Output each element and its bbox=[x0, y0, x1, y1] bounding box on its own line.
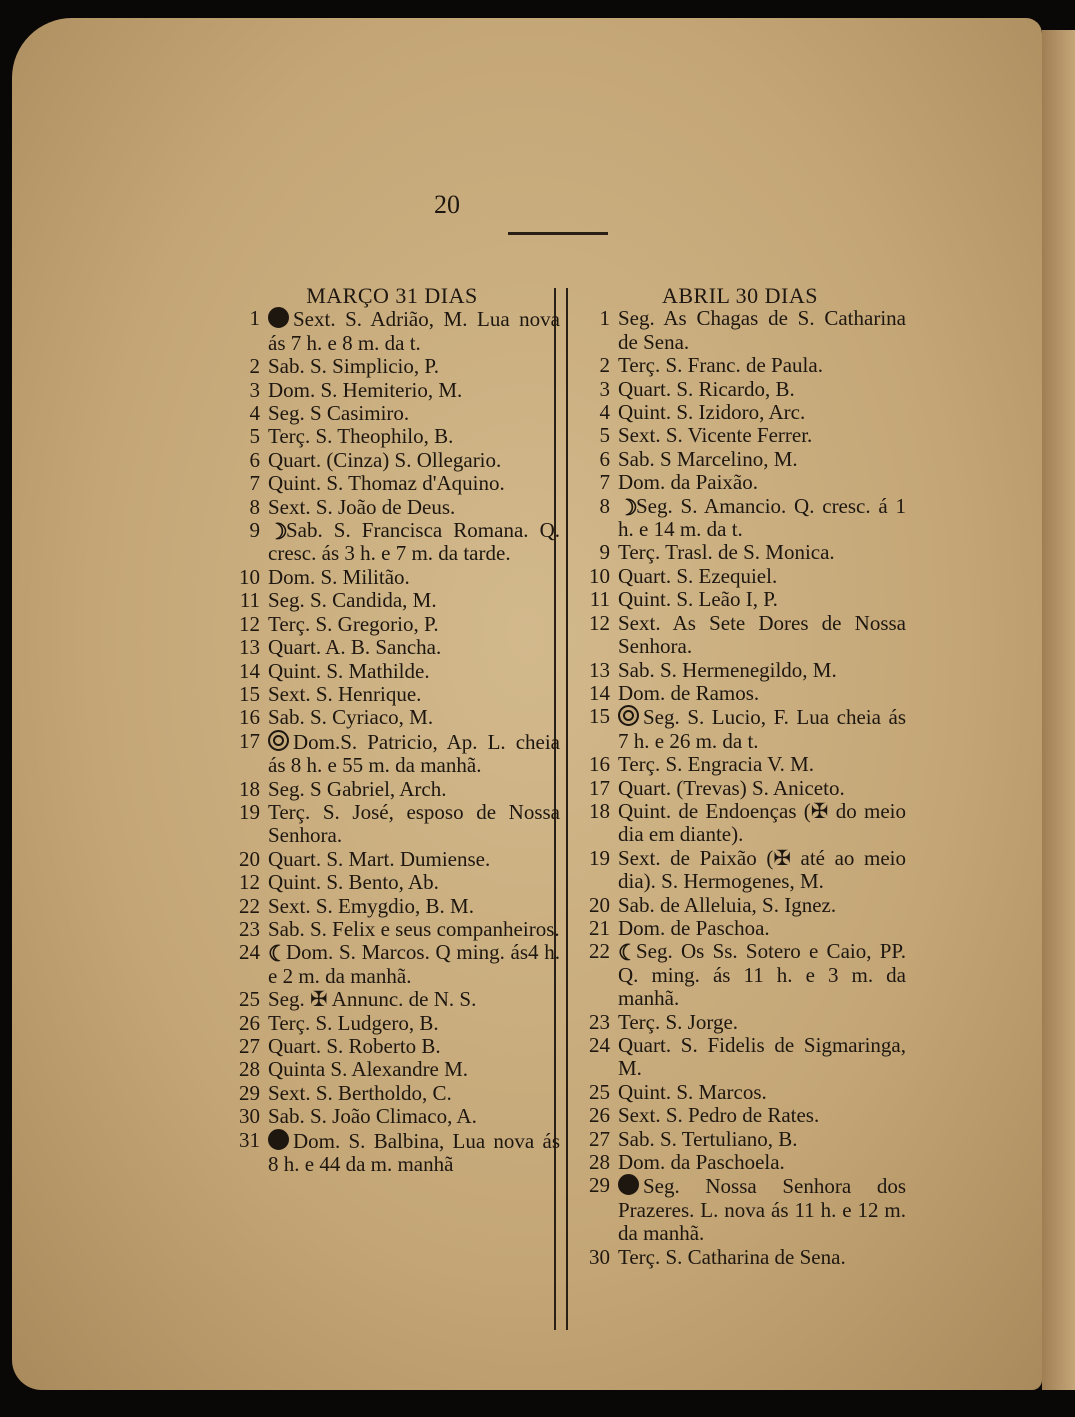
day-number: 15 bbox=[589, 704, 610, 729]
april-entry bbox=[574, 1246, 906, 1269]
april-column bbox=[574, 284, 906, 1269]
day-number: 25 bbox=[239, 987, 260, 1012]
day-number: 9 bbox=[249, 518, 260, 543]
april-entry bbox=[574, 495, 906, 542]
day-number: 11 bbox=[239, 588, 260, 613]
march-entry bbox=[224, 496, 560, 519]
day-number: 23 bbox=[239, 916, 260, 941]
entry-text: Sab. S. Francisca Romana. Q. cresc. ás 3 h. e 7 m. da tarde. bbox=[268, 518, 560, 566]
entry-text: Seg. ✠ Annunc. de N. S. bbox=[268, 987, 477, 1012]
entry-text: Dom. de Ramos. bbox=[618, 680, 760, 705]
march-entry bbox=[224, 871, 560, 894]
april-entry bbox=[574, 800, 906, 847]
day-number: 30 bbox=[589, 1244, 610, 1269]
april-entry bbox=[574, 1081, 906, 1104]
entry-text: Terç. S. Jorge. bbox=[618, 1009, 739, 1034]
moon-new-icon bbox=[268, 307, 289, 328]
day-number: 20 bbox=[589, 892, 610, 917]
march-entry bbox=[224, 730, 560, 778]
day-number: 12 bbox=[239, 870, 260, 895]
march-list bbox=[224, 307, 560, 1176]
april-entry bbox=[574, 1034, 906, 1081]
march-entry bbox=[224, 1105, 560, 1128]
day-number: 24 bbox=[239, 940, 260, 965]
march-entry bbox=[224, 566, 560, 589]
april-entry bbox=[574, 705, 906, 753]
april-entry bbox=[574, 588, 906, 611]
march-entry bbox=[224, 918, 560, 941]
entry-text: Seg. S. Amancio. Q. cresc. á 1 h. e 14 m. da t. bbox=[618, 493, 906, 542]
april-entry bbox=[574, 1011, 906, 1034]
entry-text: Sext. S. Pedro de Rates. bbox=[618, 1103, 820, 1128]
april-entry bbox=[574, 354, 906, 377]
march-entry bbox=[224, 402, 560, 425]
march-entry bbox=[224, 519, 560, 566]
entry-text: Sab. S. Tertuliano, B. bbox=[618, 1126, 798, 1151]
april-entry bbox=[574, 1151, 906, 1174]
day-number: 7 bbox=[599, 470, 610, 495]
day-number: 2 bbox=[249, 354, 260, 379]
april-entry bbox=[574, 894, 906, 917]
april-entry bbox=[574, 777, 906, 800]
day-number: 17 bbox=[239, 728, 260, 753]
entry-text: Sext. S. Emygdio, B. M. bbox=[268, 893, 474, 918]
entry-text: Dom. da Paixão. bbox=[618, 470, 758, 495]
march-entry bbox=[224, 848, 560, 871]
april-entry bbox=[574, 1174, 906, 1245]
day-number: 15 bbox=[239, 681, 260, 706]
entry-text: Dom. S. Militão. bbox=[268, 564, 410, 589]
entry-text: Quint. S. Thomaz d'Aquino. bbox=[268, 471, 505, 496]
entry-text: Sab. S. Cyriaco, M. bbox=[268, 705, 434, 730]
day-number: 7 bbox=[249, 471, 260, 496]
day-number: 6 bbox=[599, 446, 610, 471]
entry-text: Dom. S. Marcos. Q ming. ás4 h. e 2 m. da manhã. bbox=[268, 940, 560, 988]
entry-text: Seg. S Gabriel, Arch. bbox=[268, 776, 447, 801]
day-number: 8 bbox=[249, 494, 260, 519]
april-entry bbox=[574, 424, 906, 447]
entry-text: Quart. S. Roberto B. bbox=[268, 1034, 441, 1058]
day-number: 4 bbox=[249, 401, 260, 426]
day-number: 30 bbox=[239, 1104, 260, 1129]
entry-text: Quart. S. Ezequiel. bbox=[618, 563, 778, 588]
march-entry bbox=[224, 1035, 560, 1058]
day-number: 26 bbox=[589, 1103, 610, 1128]
march-entry bbox=[224, 355, 560, 378]
march-entry bbox=[224, 472, 560, 495]
entry-text: Quart. S. Ricardo, B. bbox=[618, 376, 795, 401]
day-number: 27 bbox=[239, 1034, 260, 1058]
march-entry bbox=[224, 613, 560, 636]
entry-text: Dom.S. Patricio, Ap. L. cheia ás 8 h. e 55 m. da manhã. bbox=[268, 729, 560, 778]
moon-crescent-icon bbox=[618, 496, 632, 513]
day-number: 31 bbox=[239, 1127, 260, 1152]
march-entry bbox=[224, 589, 560, 612]
day-number: 2 bbox=[599, 353, 610, 378]
march-entry bbox=[224, 425, 560, 448]
entry-text: Quint. S. Leão I, P. bbox=[618, 587, 778, 612]
entry-text: Quinta S. Alexandre M. bbox=[268, 1057, 469, 1082]
day-number: 10 bbox=[239, 564, 260, 589]
day-number: 14 bbox=[589, 680, 610, 705]
april-entry bbox=[574, 1128, 906, 1151]
day-number: 18 bbox=[589, 798, 610, 823]
day-number: 10 bbox=[589, 563, 610, 588]
entry-text: Seg. As Chagas de S. Catharina de Sena. bbox=[618, 306, 906, 354]
march-entry bbox=[224, 1082, 560, 1105]
moon-full-icon bbox=[268, 730, 289, 751]
title-rule bbox=[508, 232, 608, 235]
entry-text: Dom. de Paschoa. bbox=[618, 915, 770, 940]
day-number: 25 bbox=[589, 1079, 610, 1104]
almanac-page bbox=[12, 18, 1042, 1390]
entry-text: Terç. S. Engracia V. M. bbox=[618, 752, 815, 777]
april-entry bbox=[574, 1104, 906, 1127]
entry-text: Quint. S. Bento, Ab. bbox=[268, 870, 439, 895]
day-number: 13 bbox=[589, 657, 610, 682]
march-entry bbox=[224, 683, 560, 706]
day-number: 19 bbox=[239, 799, 260, 824]
entry-text: Seg. S. Lucio, F. Lua cheia ás 7 h. e 26 m. da t. bbox=[618, 705, 906, 753]
april-entry bbox=[574, 307, 906, 354]
march-entry bbox=[224, 706, 560, 729]
day-number: 1 bbox=[249, 306, 260, 331]
column-divider-right bbox=[566, 288, 568, 1330]
april-entry bbox=[574, 565, 906, 588]
page-number: 20 bbox=[434, 190, 460, 219]
entry-text: Seg. Os Ss. Sotero e Caio, PP. Q. ming. ás 11 h. e 3 m. da manhã. bbox=[618, 939, 906, 1011]
entry-text: Quart. (Cinza) S. Ollegario. bbox=[268, 447, 502, 472]
moon-waning-icon bbox=[268, 942, 282, 959]
entry-text: Dom. S. Hemiterio, M. bbox=[268, 377, 463, 402]
march-entry bbox=[224, 778, 560, 801]
moon-full-icon bbox=[618, 705, 639, 726]
march-entry bbox=[224, 941, 560, 988]
entry-text: Terç. S. Theophilo, B. bbox=[268, 424, 454, 449]
day-number: 20 bbox=[239, 846, 260, 871]
april-entry bbox=[574, 682, 906, 705]
entry-text: Quint. S. Marcos. bbox=[618, 1079, 767, 1104]
entry-text: Sext. S. Henrique. bbox=[268, 681, 422, 706]
entry-text: Dom. da Paschoela. bbox=[618, 1150, 785, 1175]
day-number: 1 bbox=[599, 306, 610, 331]
day-number: 5 bbox=[249, 424, 260, 449]
april-entry bbox=[574, 401, 906, 424]
day-number: 21 bbox=[589, 915, 610, 940]
day-number: 24 bbox=[589, 1033, 610, 1057]
march-entry bbox=[224, 1129, 560, 1177]
day-number: 29 bbox=[589, 1173, 610, 1198]
april-entry bbox=[574, 448, 906, 471]
day-number: 8 bbox=[599, 493, 610, 518]
entry-text: Terç. S. Gregorio, P. bbox=[268, 611, 439, 636]
moon-new-icon bbox=[268, 1129, 289, 1150]
entry-text: Seg. Nossa Senhora dos Prazeres. L. nova ás 11 h. e 12 m. da manhã. bbox=[618, 1174, 906, 1246]
day-number: 22 bbox=[589, 939, 610, 964]
entry-text: Sext. S. Adrião, M. Lua nova ás 7 h. e 8 m. da t. bbox=[268, 307, 560, 355]
day-number: 12 bbox=[239, 611, 260, 636]
entry-text: Quart. S. Mart. Dumiense. bbox=[268, 846, 491, 871]
moon-crescent-icon bbox=[268, 520, 282, 537]
day-number: 6 bbox=[249, 447, 260, 472]
day-number: 23 bbox=[589, 1009, 610, 1034]
march-entry bbox=[224, 988, 560, 1011]
april-heading: ABRIL 30 DIAS bbox=[661, 283, 819, 308]
april-entry bbox=[574, 541, 906, 564]
day-number: 19 bbox=[589, 845, 610, 870]
entry-text: Seg. S Casimiro. bbox=[268, 401, 410, 426]
day-number: 22 bbox=[239, 893, 260, 918]
day-number: 9 bbox=[599, 540, 610, 565]
entry-text: Sext. S. Vicente Ferrer. bbox=[618, 423, 813, 448]
day-number: 18 bbox=[239, 776, 260, 801]
april-entry bbox=[574, 940, 906, 1010]
day-number: 27 bbox=[589, 1126, 610, 1151]
march-column bbox=[224, 284, 560, 1176]
april-entry bbox=[574, 659, 906, 682]
day-number: 13 bbox=[239, 635, 260, 660]
march-entry bbox=[224, 1012, 560, 1035]
day-number: 3 bbox=[599, 376, 610, 401]
entry-text: Sab. S. Felix e seus companheiros. bbox=[268, 916, 560, 941]
moon-waning-icon bbox=[618, 941, 632, 958]
entry-text: Terç. S. Ludgero, B. bbox=[268, 1010, 439, 1035]
april-entry bbox=[574, 847, 906, 894]
entry-text: Sext. S. João de Deus. bbox=[268, 494, 456, 519]
march-entry bbox=[224, 660, 560, 683]
moon-new-icon bbox=[618, 1174, 639, 1195]
entry-text: Sab. S. Simplicio, P. bbox=[268, 354, 439, 379]
day-number: 28 bbox=[589, 1150, 610, 1175]
day-number: 16 bbox=[589, 752, 610, 777]
day-number: 12 bbox=[589, 610, 610, 635]
april-entry bbox=[574, 378, 906, 401]
entry-text: Quint. S. Izidoro, Arc. bbox=[618, 400, 806, 425]
march-entry bbox=[224, 1058, 560, 1081]
march-entry bbox=[224, 307, 560, 355]
day-number: 26 bbox=[239, 1010, 260, 1035]
entry-text: Sab. de Alleluia, S. Ignez. bbox=[618, 892, 837, 917]
march-entry bbox=[224, 895, 560, 918]
day-number: 5 bbox=[599, 423, 610, 448]
entry-text: Sab. S. Hermenegildo, M. bbox=[618, 657, 837, 682]
march-entry bbox=[224, 379, 560, 402]
entry-text: Sext. As Sete Dores de Nossa Senhora. bbox=[618, 610, 906, 659]
april-entry bbox=[574, 917, 906, 940]
entry-text: Terç. Trasl. de S. Monica. bbox=[618, 540, 835, 565]
day-number: 4 bbox=[599, 400, 610, 425]
day-number: 28 bbox=[239, 1057, 260, 1082]
entry-text: Sext. S. Bertholdo, C. bbox=[268, 1080, 452, 1105]
day-number: 17 bbox=[589, 775, 610, 800]
entry-text: Terç. S. José, esposo de Nossa Senhora. bbox=[268, 799, 560, 848]
day-number: 29 bbox=[239, 1080, 260, 1105]
day-number: 14 bbox=[239, 658, 260, 683]
entry-text: Quint. de Endoenças (✠ do meio dia em diante). bbox=[618, 798, 906, 847]
entry-text: Sext. de Paixão (✠ até ao meio dia). S. Hermogenes, M. bbox=[618, 845, 906, 894]
entry-text: Sab. S. João Climaco, A. bbox=[268, 1104, 477, 1129]
entry-text: Terç. S. Franc. de Paula. bbox=[618, 353, 823, 378]
entry-text: Dom. S. Balbina, Lua nova ás 8 h. e 44 da m. manhã bbox=[268, 1128, 560, 1177]
day-number: 11 bbox=[589, 587, 610, 612]
entry-text: Quart. A. B. Sancha. bbox=[268, 635, 442, 660]
entry-text: Terç. S. Catharina de Sena. bbox=[618, 1244, 846, 1269]
entry-text: Seg. S. Candida, M. bbox=[268, 588, 437, 613]
day-number: 3 bbox=[249, 377, 260, 402]
march-entry bbox=[224, 449, 560, 472]
march-entry bbox=[224, 636, 560, 659]
april-list bbox=[574, 307, 906, 1269]
march-entry bbox=[224, 801, 560, 848]
april-entry bbox=[574, 612, 906, 659]
facing-page-edge bbox=[1042, 30, 1075, 1390]
april-entry bbox=[574, 753, 906, 776]
march-heading: MARÇO 31 DIAS bbox=[306, 283, 478, 308]
entry-text: Sab. S Marcelino, M. bbox=[618, 446, 798, 471]
entry-text: Quint. S. Mathilde. bbox=[268, 658, 430, 683]
april-entry bbox=[574, 471, 906, 494]
entry-text: Quart. S. Fidelis de Sigmaringa, M. bbox=[618, 1033, 906, 1081]
entry-text: Quart. (Trevas) S. Aniceto. bbox=[618, 775, 845, 800]
day-number: 16 bbox=[239, 705, 260, 730]
